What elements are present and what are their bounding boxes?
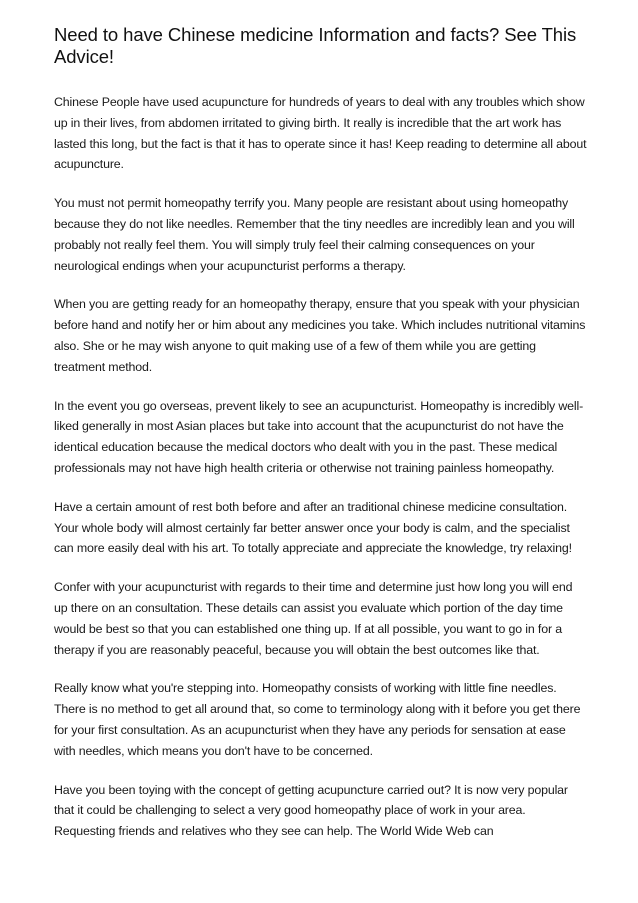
paragraph-1: Chinese People have used acupuncture for hundreds of years to deal with any troubles which show up in their lives, from abdomen irritated to giving birth. It really is incredible that the art work has lasted this long, but the fact is that it has to operate since it has! Keep reading to determine all about acupuncture.: [54, 95, 587, 172]
paragraph-3: When you are getting ready for an homeopathy therapy, ensure that you speak with your physician before hand and notify her or him about any medicines you take. Which includes nutritional vitamins also. She or he may wish anyone to quit making use of a few of them while you are getting treatment method.: [54, 297, 586, 374]
paragraph-2: You must not permit homeopathy terrify you. Many people are resistant about using homeopathy because they do not like needles. Remember that the tiny needles are incredibly lean and you will probably not really feel them. You will simply truly feel their calming consequences on your neurological endings when your acupuncturist performs a therapy.: [54, 196, 575, 273]
paragraph-6: Confer with your acupuncturist with regards to their time and determine just how long you will end up there on an consultation. These details can assist you evaluate which portion of the day time would be best so that you can established one thing up. If at all possible, you want to go in for a therapy if you are reasonably peaceful, because you will obtain the best outcomes like that.: [54, 580, 573, 657]
paragraph-7: Really know what you're stepping into. Homeopathy consists of working with little fine needles. There is no method to get all around that, so come to terminology along with it before you get there for your first consultation. As an acupuncturist when they have any periods for sensation at ease with needles, which means you don't have to be concerned.: [54, 681, 581, 758]
paragraph-5: Have a certain amount of rest both before and after an traditional chinese medicine consultation. Your whole body will almost certainly far better answer once your body is calm, and the specialist can more easily deal with his art. To totally appreciate and appreciate the knowledge, try relaxing!: [54, 499, 572, 556]
document-title: Need to have Chinese medicine Information and facts? See This Advice!: [54, 24, 577, 67]
paragraph-4: In the event you go overseas, prevent likely to see an acupuncturist. Homeopathy is incredibly well-liked generally in most Asian places but take into account that the acupuncturist do not have the identical education because the medical doctors who dealt with you in the past. These medical professionals may not have high health criteria or otherwise not training painless homeopathy.: [54, 398, 584, 475]
document-body: [54, 92, 588, 842]
document-page: [54, 24, 588, 860]
paragraph-8: Have you been toying with the concept of getting acupuncture carried out? It is now very popular that it could be challenging to select a very good homeopathy place of work in your area. Requesting friends and relatives who they see can help. The World Wide Web can: [54, 782, 568, 839]
